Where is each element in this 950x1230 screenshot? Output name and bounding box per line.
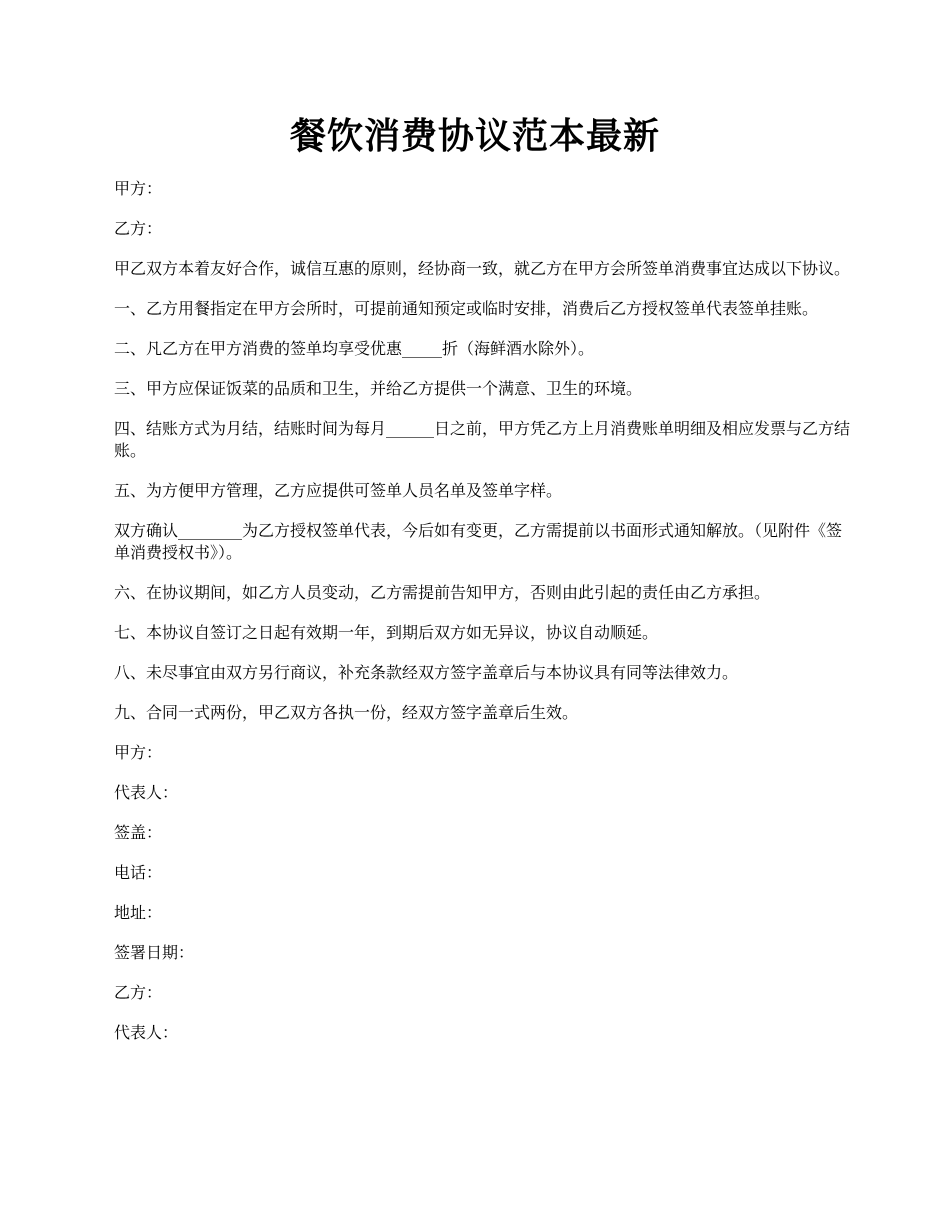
signature-seal: 签盖： <box>114 823 163 842</box>
signature-representative-b: 代表人： <box>114 1023 179 1042</box>
party-a-label: 甲方： <box>114 179 163 198</box>
signature-party-b: 乙方： <box>114 983 163 1002</box>
party-b-label: 乙方： <box>114 219 163 238</box>
clause-7: 七、本协议自签订之日起有效期一年，到期后双方如无异议，协议自动顺延。 <box>114 623 659 642</box>
clause-9: 九、合同一式两份，甲乙双方各执一份，经双方签字盖章后生效。 <box>114 703 579 722</box>
signature-representative-a: 代表人： <box>114 783 179 802</box>
clause-8: 八、未尽事宜由双方另行商议，补充条款经双方签字盖章后与本协议具有同等法律效力。 <box>114 663 739 682</box>
clause-6: 六、在协议期间，如乙方人员变动，乙方需提前告知甲方，否则由此引起的责任由乙方承担。 <box>114 583 771 602</box>
signature-party-a: 甲方： <box>114 743 163 762</box>
clause-1: 一、乙方用餐指定在甲方会所时，可提前通知预定或临时安排，消费后乙方授权签单代表签单挂账。 <box>114 299 819 318</box>
clause-3: 三、甲方应保证饭菜的品质和卫生，并给乙方提供一个满意、卫生的环境。 <box>114 379 643 398</box>
clause-4: 四、结账方式为月结，结账时间为每月______日之前，甲方凭乙方上月消费账单明细及相应发票与乙方结账。 <box>114 419 851 460</box>
signature-address: 地址： <box>114 903 163 922</box>
preamble-paragraph: 甲乙双方本着友好合作，诚信互惠的原则，经协商一致，就乙方在甲方会所签单消费事宜达成以下协议。 <box>114 259 851 278</box>
signature-phone: 电话： <box>114 863 163 882</box>
authorized-signer-paragraph: 双方确认________为乙方授权签单代表，今后如有变更，乙方需提前以书面形式通知解放。（见附件《签单消费授权书》）。 <box>114 521 843 562</box>
signature-date: 签署日期： <box>114 943 195 962</box>
document-title: 餐饮消费协议范本最新 <box>289 115 660 157</box>
document-body <box>114 178 854 1062</box>
clause-2: 二、凡乙方在甲方消费的签单均享受优惠_____折（海鲜酒水除外）。 <box>114 339 595 358</box>
clause-5: 五、为方便甲方管理，乙方应提供可签单人员名单及签单字样。 <box>114 481 563 500</box>
